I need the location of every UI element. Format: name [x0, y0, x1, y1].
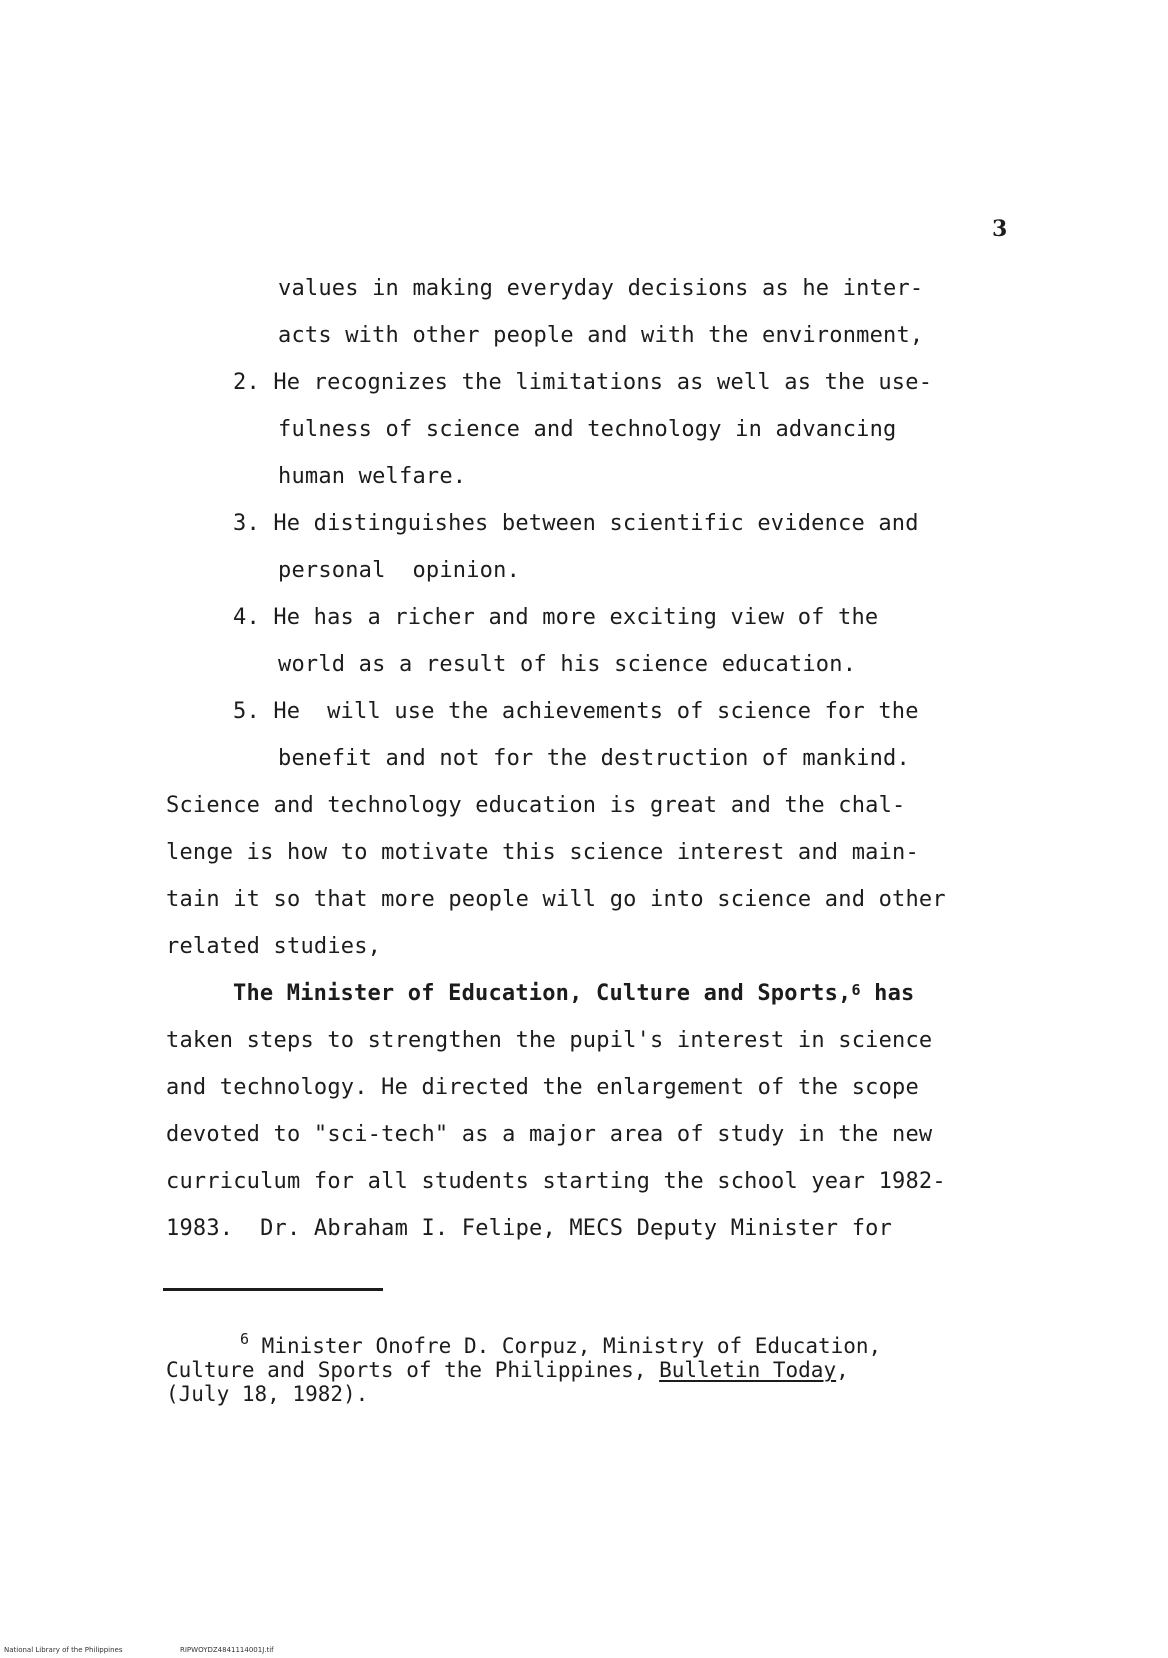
paragraph-2-line-2: taken steps to strengthen the pupil's interest in science — [166, 1028, 933, 1053]
list-item-2-line-2: fulness of science and technology in advancing — [278, 417, 897, 442]
footnote-separator — [163, 1288, 383, 1291]
paragraph-1-line-4: related studies, — [166, 934, 382, 959]
list-item-5-line-1: 5. He will use the achievements of science for the — [233, 699, 919, 724]
paragraph-1-line-1: Science and technology education is great and the chal- — [166, 793, 906, 818]
footnote-line-1 — [240, 1330, 882, 1360]
body-line-1: values in making everyday decisions as he inter- — [278, 276, 924, 301]
footnote-number: 6 — [240, 1330, 250, 1348]
footer-library: National Library of the Philippines — [4, 1646, 123, 1654]
footnote-text-2-suffix: , — [836, 1358, 849, 1382]
footnote-text-2: Culture and Sports of the Philippines, — [166, 1358, 660, 1382]
list-item-4-line-1: 4. He has a richer and more exciting view of the — [233, 605, 879, 630]
paragraph-2-line-1-tail: has — [860, 981, 915, 1006]
paragraph-1-line-3: tain it so that more people will go into science and other — [166, 887, 946, 912]
minister-title: The Minister of Education, Culture and Sports, — [233, 981, 852, 1006]
paragraph-2-line-5: curriculum for all students starting the school year 1982- — [166, 1169, 946, 1194]
list-item-4-line-2: world as a result of his science education. — [278, 652, 857, 677]
list-item-3-line-2: personal opinion. — [278, 558, 521, 583]
body-line-2: acts with other people and with the environment, — [278, 323, 924, 348]
footnote-line-2 — [166, 1358, 849, 1382]
list-item-2-line-1: 2. He recognizes the limitations as well as the use- — [233, 370, 933, 395]
page-number: 3 — [992, 216, 1008, 242]
paragraph-2-line-4: devoted to "sci-tech" as a major area of study in the new — [166, 1122, 933, 1147]
list-item-3-line-1: 3. He distinguishes between scientific evidence and — [233, 511, 919, 536]
footer-filename: RIPWOYDZ4841114001J.tif — [180, 1646, 274, 1654]
footnote-line-3: (July 18, 1982). — [166, 1382, 369, 1406]
paragraph-2-line-6: 1983. Dr. Abraham I. Felipe, MECS Deputy Minister for — [166, 1216, 893, 1241]
list-item-5-line-2: benefit and not for the destruction of mankind. — [278, 746, 910, 771]
paragraph-2-line-1 — [233, 981, 915, 1007]
paragraph-2-line-3: and technology. He directed the enlargement of the scope — [166, 1075, 919, 1100]
footnote-reference: 6 — [851, 981, 861, 999]
paragraph-1-line-2: lenge is how to motivate this science interest and main- — [166, 840, 919, 865]
footnote-publication: Bulletin Today — [659, 1358, 837, 1382]
footnote-text-1: Minister Onofre D. Corpuz, Ministry of Education, — [249, 1334, 882, 1358]
list-item-2-line-3: human welfare. — [278, 464, 467, 489]
